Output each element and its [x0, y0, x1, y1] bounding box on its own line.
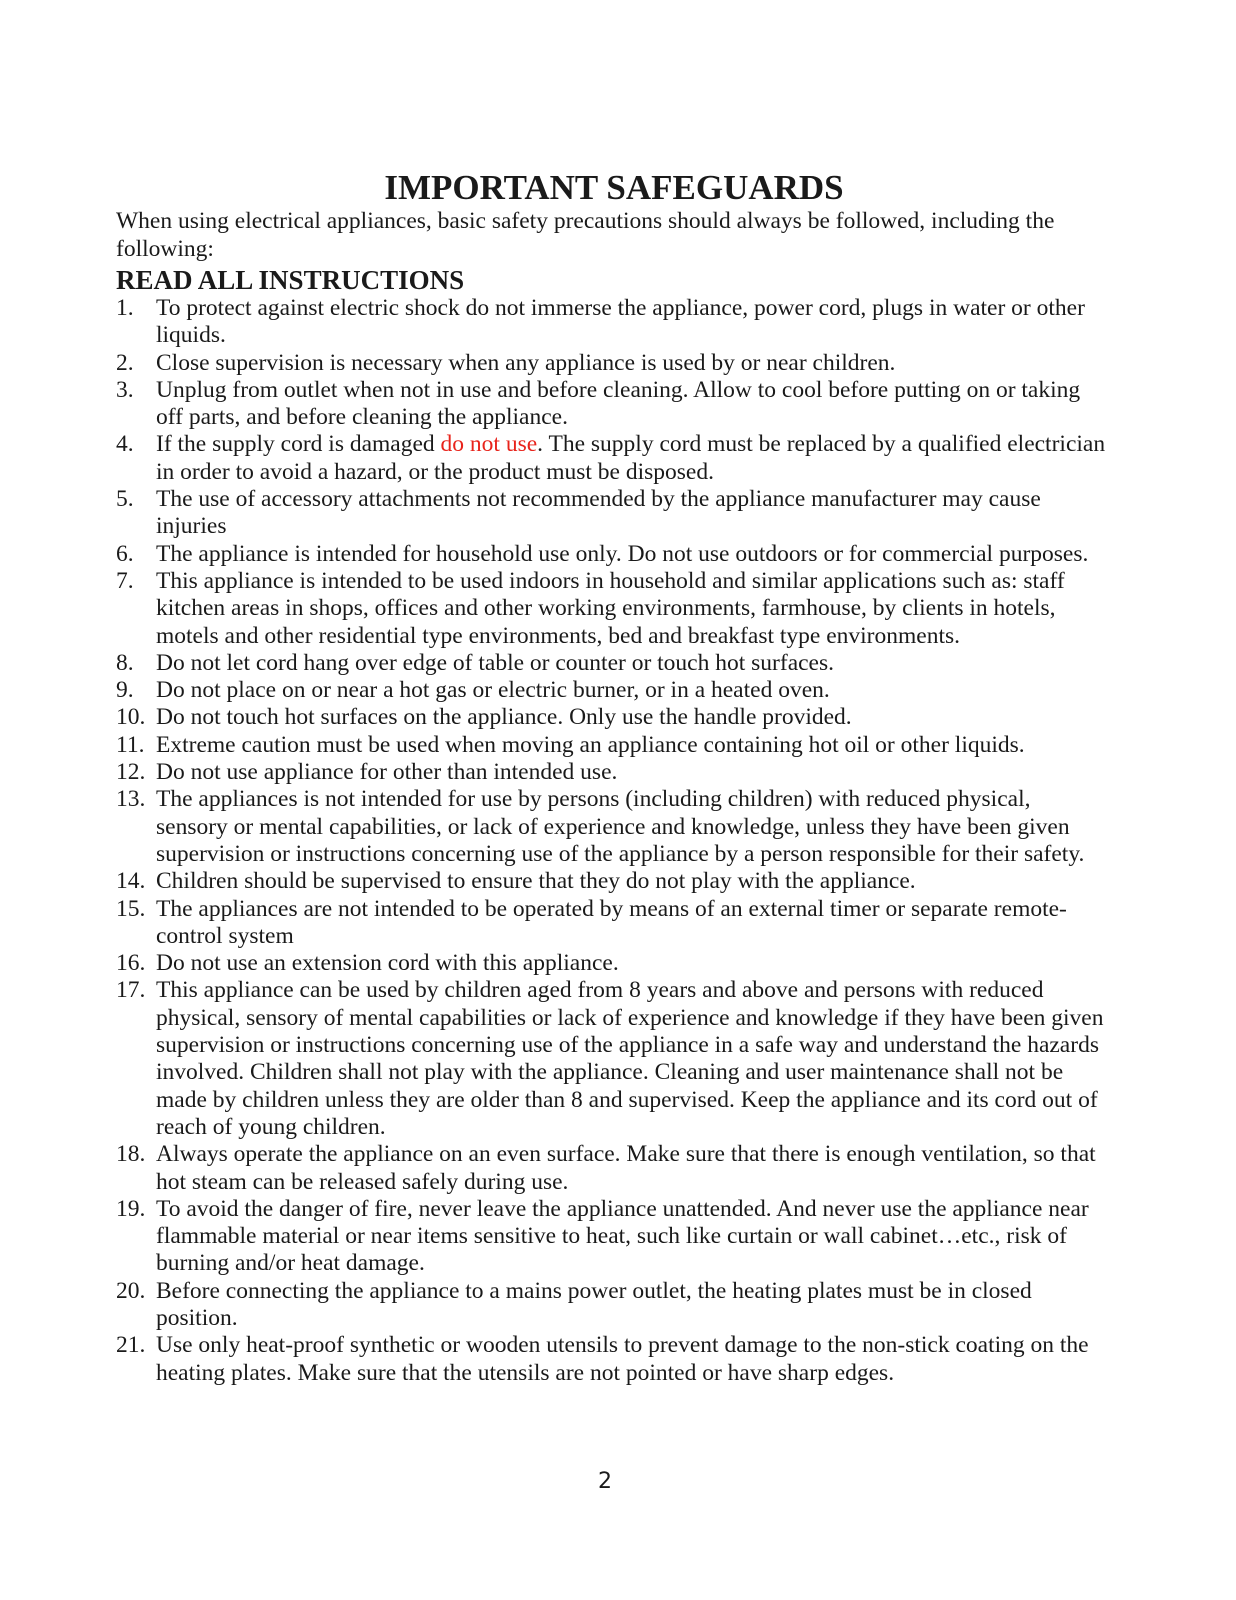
- item-text: Before connecting the appliance to a mains power outlet, the heating plates must be in closed position.: [156, 1277, 1032, 1331]
- item-number: 8.: [116, 649, 134, 676]
- list-item: [116, 568, 1106, 650]
- list-item: [116, 431, 1106, 486]
- warning-highlight: do not use: [440, 431, 538, 458]
- item-text: Unplug from outlet when not in use and before cleaning. Allow to cool before putting on or taking off parts, and before cleaning the appliance.: [156, 376, 1081, 431]
- list-item: [116, 977, 1106, 1141]
- list-item: [116, 1332, 1106, 1387]
- item-text: The appliance is intended for household use only. Do not use outdoors or for commercial purposes.: [156, 540, 1089, 567]
- item-number: 6.: [116, 540, 134, 567]
- item-number: 11.: [116, 731, 145, 758]
- item-number: 16.: [116, 950, 146, 977]
- item-number: 10.: [116, 704, 146, 731]
- list-item: [116, 896, 1106, 951]
- item-number: 9.: [116, 677, 134, 704]
- item-text: Extreme caution must be used when moving an appliance containing hot oil or other liquids.: [156, 731, 1025, 758]
- item-number: 7.: [116, 567, 134, 594]
- item-number: 20.: [116, 1277, 146, 1304]
- item-number: 5.: [116, 486, 134, 513]
- item-number: 18.: [116, 1141, 146, 1168]
- item-text: To protect against electric shock do not immerse the appliance, power cord, plugs in water or other liquids.: [156, 295, 1085, 349]
- item-text-part: . The supply cord must be replaced by a qualified electrician in order to avoid a hazard, or the product must be disposed.: [156, 431, 1106, 485]
- item-number: 1.: [116, 295, 134, 321]
- item-text: [156, 431, 1106, 486]
- item-text: Do not place on or near a hot gas or electric burner, or in a heated oven.: [156, 677, 830, 704]
- item-number: 15.: [116, 895, 146, 922]
- list-item: [116, 704, 1106, 731]
- item-number: 19.: [116, 1195, 146, 1222]
- item-text: Use only heat-proof synthetic or wooden utensils to prevent damage to the non-stick coating on the heating plates. Make sure that the utensils are not pointed or have sharp edges.: [156, 1332, 1089, 1386]
- intro-paragraph: When using electrical appliances, basic safety precautions should always be followed, including the following:: [116, 208, 1055, 262]
- list-item: [116, 786, 1106, 868]
- list-item: [116, 295, 1106, 350]
- item-text: Do not let cord hang over edge of table or counter or touch hot surfaces.: [156, 649, 835, 676]
- item-text: The appliances is not intended for use by persons (including children) with reduced physical, sensory or mental capabilities, or lack of experience and knowledge, unless they have been given supervision or instructions concerning use of the appliance by a person responsible for their safety.: [156, 786, 1085, 867]
- item-text: This appliance is intended to be used indoors in household and similar applications such as: staff kitchen areas in shops, offices and other working environments, farmhouse, by clients in hotels, motels and other residential type environments, bed and breakfast type environments.: [156, 567, 1065, 649]
- list-item: [116, 486, 1106, 541]
- list-item: [116, 950, 1106, 977]
- item-text: Close supervision is necessary when any appliance is used by or near children.: [156, 349, 896, 376]
- document-page: [116, 168, 1106, 1387]
- page-title: IMPORTANT SAFEGUARDS: [384, 168, 844, 207]
- item-number: 21.: [116, 1332, 146, 1359]
- item-number: 4.: [116, 431, 134, 458]
- list-item: [116, 868, 1106, 895]
- item-text: Always operate the appliance on an even surface. Make sure that there is enough ventilation, so that hot steam can be released safely during use.: [156, 1141, 1096, 1195]
- item-number: 2.: [116, 349, 134, 376]
- page-number: 2: [598, 1469, 612, 1494]
- item-text: Do not touch hot surfaces on the appliance. Only use the handle provided.: [156, 704, 852, 731]
- item-number: 12.: [116, 759, 146, 786]
- item-text-part: If the supply cord is damaged: [156, 431, 441, 458]
- item-text: Do not use an extension cord with this appliance.: [156, 950, 619, 977]
- item-text: This appliance can be used by children aged from 8 years and above and persons with reduced physical, sensory of mental capabilities or lack of experience and knowledge if they have been given supervision or instructions concerning use of the appliance in a safe way and understand the hazards involved. Children shall not play with the appliance. Cleaning and user maintenance shall not be made by children unless they are older than 8 and supervised. Keep the appliance and its cord out of reach of young children.: [156, 977, 1104, 1140]
- list-item: [116, 732, 1106, 759]
- item-text: Children should be supervised to ensure that they do not play with the appliance.: [156, 868, 916, 895]
- item-number: 14.: [116, 868, 146, 895]
- safeguards-list: [116, 295, 1106, 1387]
- item-number: 3.: [116, 376, 134, 403]
- item-text: The appliances are not intended to be operated by means of an external timer or separate remote-control system: [156, 895, 1067, 949]
- list-item: [116, 759, 1106, 786]
- item-text: Do not use appliance for other than intended use.: [156, 759, 618, 786]
- list-item: [116, 677, 1106, 704]
- list-item: [116, 650, 1106, 677]
- list-item: [116, 350, 1106, 377]
- list-item: [116, 1278, 1106, 1333]
- list-item: [116, 1196, 1106, 1278]
- section-heading: READ ALL INSTRUCTIONS: [116, 265, 465, 295]
- list-item: [116, 541, 1106, 568]
- item-text: To avoid the danger of fire, never leave the appliance unattended. And never use the appliance near flammable material or near items sensitive to heat, such like curtain or wall cabinet…etc., risk of burning and/or heat damage.: [156, 1195, 1089, 1277]
- item-number: 17.: [116, 977, 146, 1004]
- item-text: The use of accessory attachments not recommended by the appliance manufacturer may cause injuries: [156, 486, 1041, 540]
- list-item: [116, 377, 1106, 432]
- list-item: [116, 1141, 1106, 1196]
- item-number: 13.: [116, 786, 146, 813]
